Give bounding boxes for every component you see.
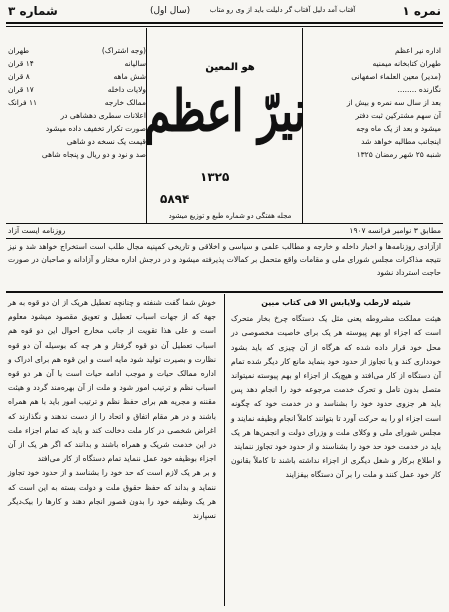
subscription-city: طهران [8, 46, 30, 55]
article-heading: شیئه لارطب ولایابس الا فی کتاب مبین [261, 298, 411, 307]
article-left [8, 296, 216, 523]
header-motto: آفتاب آمد دلیل آفتاب گر دلیلت باید از وی رو متاب [209, 6, 356, 14]
price-label: ولایات داخله [107, 85, 146, 94]
masthead-subtitle: مجله هفتگی دو شماره طبع و توزیع میشود [168, 212, 292, 220]
subscription-column [8, 44, 146, 161]
price-value: ۱۷ قران [8, 85, 34, 94]
price-value: ۸ قران [8, 72, 30, 81]
article-paragraph: خوش شما گفت شنفته و چنانچه تعطیل هریک از ان دو قوه به هر جهة که از جهات اسباب تعطیل و تعویق مقصود میشود معلوم است و علی هذا تقویت از جانب مخارج احوال این دو قوه هم اسباب تعطیل آن دو قوه گرفتار و هر چه که بوسیله آن دو قوه نظارت و بصیرت تولید شود مایه است و این قوه هم برای ادراک و اداره ممالک حیات و موجب ادامه حیات است با آن هر دو قوه اسباب نظم و ترتیب امور شود و ملت از آن بهره‌مند گردد و هیئت مقننه و مجریه هم برای حفظ نظم و ترتیب امور باید با هم همراه باشند و در هر مقام اتفاق و اتحاد را از دست ندهند و نگذارند که اغراض شخصی در کار ملت دخالت کند و باید که تمام اجزاء ملت در این خدمت شریک و همراه باشند و بدانند که اگر هر یک از آن اجزاء بوظیفه خود عمل ننماید تمام دستگاه از کار می‌افتد [8, 298, 216, 464]
year-label: (سال اول) [150, 6, 191, 16]
office-line: اینجانب مطالبه خواهد شد [361, 137, 441, 146]
article-paragraph: و بر هر یک لازم است که حد خود را بشناسد و از حدود خود تجاوز ننماید و بداند که حفظ حقوق ملت و دولت بسته به این است که هر یک وظیفه خود را بدون قصور انجام دهند و کارها را بیک‌دیگر نسپارند [8, 468, 216, 521]
price-label: ممالک خارجه [104, 98, 146, 107]
price-row [8, 57, 146, 70]
date-rule-top [6, 223, 443, 224]
subscription-heading: (وجه اشتراک) [101, 46, 146, 55]
notice-line: اعلانات سطری دهشاهی در [60, 111, 146, 120]
article-right [231, 296, 441, 483]
notice-line: صورت تکرار تخفیف داده میشود [45, 124, 146, 133]
office-info-column [303, 44, 441, 161]
price-value: ۱۴ قران [8, 59, 34, 68]
price-row [8, 96, 146, 109]
issue-label-left: شماره ۳ [8, 4, 58, 18]
office-line: (مدیر) معین العلماء اصفهانی [351, 72, 441, 81]
office-line: نگارنده ........ [397, 85, 441, 94]
price-row [8, 83, 146, 96]
header-rule-thin [6, 26, 443, 27]
subscription-heading-row [8, 44, 146, 57]
office-line: طهران کتابخانه میمنیه [372, 59, 441, 68]
intro-rule [6, 291, 443, 293]
intro-paragraph: ازآزادی روزنامه‌ها و اخبار داخله و خارجه و مطالب علمی و سیاسی و اخلاقی و تاریخی کمپنیه مجال طلب است استخراج خواهد شد و نیز نتیجه مذاکرات مجلس شورای ملی و مقامات واقع متحمل بر کمالات پذیرفته میشود و در درجش اداره مختار و آزادانه و صاحبان در صورت حاجت استرداد نشود [8, 242, 441, 277]
masthead-year: ۱۳۲۵ [200, 170, 230, 184]
notice-line: صد و نود و دو ریال و پنجاه شاهی [41, 150, 146, 159]
column-divider [224, 294, 225, 606]
masthead-title: نیرّ اعظم [144, 78, 306, 145]
price-label: شش ماهه [113, 72, 146, 81]
masthead-founder: هو المعین [205, 62, 255, 73]
article-paragraph: هیئت مملکت مشروطه یعنی مثل یک دستگاه چرخ بخار متحرک است که اجزاء او بهم پیوسته هر یک برای خاصیت مخصوصی در محل خود قرار داده شده که هرگاه از آن چیزی که باید بشود خودداری کند و یا تجاوز از حدود خود بنماید مانع کار دیگر شده تمام آن دستگاه از کار می‌افتد و هیچ‌یک از اجزاء او بهم پیوسته نمیتواند متصل بدون تامل و تحرک خدمت مرجوعه خود را انجام دهد پس باید هر جزوی حدود خود را بشناسد و در خدمت خود که چگونه است اجزاء او را به حرکت آورد تا بتوانند کاملاً انجام وظیفه نمایند و مجلس شورای ملی و وکلای ملت و وزرای دولت و انجمن‌ها هر یک باید در خدمت خود حد خود را بشناسند و از حدود خود تجاوز ننمایند [231, 314, 441, 452]
notice-line: قیمت یک نسخه دو شاهی [66, 137, 146, 146]
office-line: آن سهم مشترکین ثبت دفتر [355, 111, 441, 120]
date-rule-bottom [6, 238, 443, 239]
issue-label-right: نمره ۱ [402, 4, 441, 18]
article-paragraph: و اطلاع برکار و شغل دیگری از اجزاء نداشته باشند تا کاملاً بقانون کار خود عمل کنند و ملت را بر آن دستگاه بیفزایند [231, 456, 441, 480]
price-label: سالیانه [124, 59, 146, 68]
price-row [8, 70, 146, 83]
office-line: اداره نیر اعظم [394, 46, 441, 55]
masthead-issue-number: ۵۸۹۴ [160, 192, 190, 206]
header-rule [6, 22, 443, 24]
date-line-right: مطابق ۳ نوامبر فرانسه ۱۹۰۷ [349, 226, 441, 235]
price-value: ۱۱ فرانک [8, 98, 38, 107]
office-line: بعد از سال سه نمره و بیش از [346, 98, 441, 107]
date-line-left: روزنامه ایست آزاد [8, 226, 66, 235]
office-line: میشود و بعد از یک ماه وجه [356, 124, 441, 133]
office-line: شنبه ۲۵ شهر رمضان ۱۳۲۵ [356, 150, 441, 159]
